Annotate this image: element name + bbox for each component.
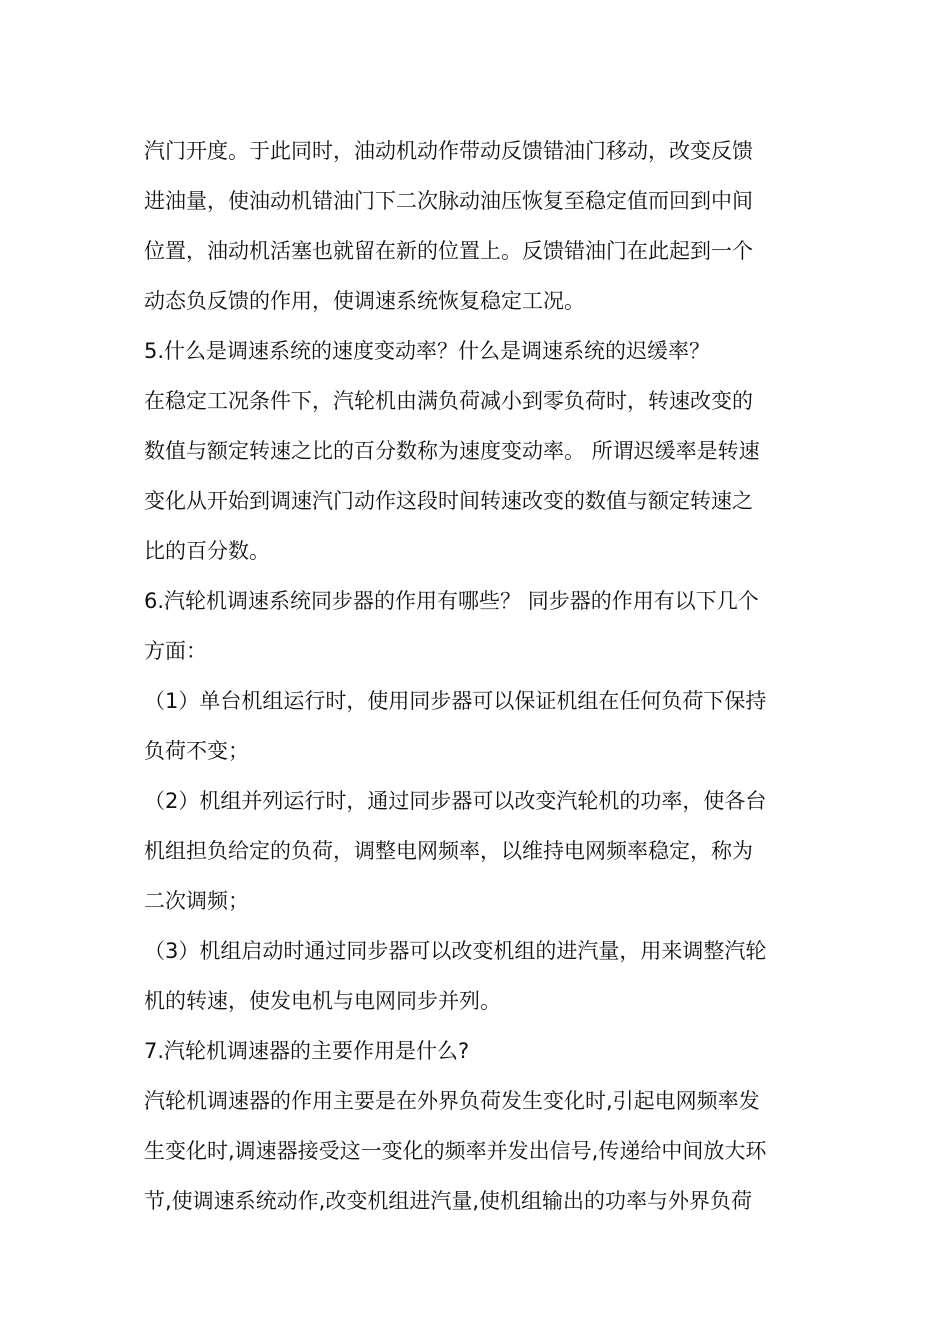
list-item-line: 负荷不变；: [144, 739, 249, 763]
paragraph-line: 节,使调速系统动作,改变机组进汽量,使机组输出的功率与外界负荷: [144, 1189, 753, 1213]
list-item-line: 二次调频；: [144, 889, 249, 913]
paragraph-line: 方面：: [144, 639, 207, 663]
paragraph-line: 在稳定工况条件下，汽轮机由满负荷减小到零负荷时，转速改变的: [144, 389, 753, 413]
paragraph-line: 汽门开度。于此同时，油动机动作带动反馈错油门移动，改变反馈: [144, 139, 753, 163]
list-item-line: 机的转速，使发电机与电网同步并列。: [144, 989, 501, 1013]
question-heading: 7.汽轮机调速器的主要作用是什么?: [144, 1039, 470, 1063]
paragraph-line: 动态负反馈的作用，使调速系统恢复稳定工况。: [144, 289, 585, 313]
paragraph-line: 生变化时,调速器接受这一变化的频率并发出信号,传递给中间放大环: [144, 1139, 767, 1163]
paragraph-line: 位置，油动机活塞也就留在新的位置上。反馈错油门在此起到一个: [144, 239, 753, 263]
paragraph-line: 比的百分数。: [144, 539, 270, 563]
paragraph-line: 进油量，使油动机错油门下二次脉动油压恢复至稳定值而回到中间: [144, 189, 753, 213]
paragraph-line: 汽轮机调速器的作用主要是在外界负荷发生变化时,引起电网频率发: [144, 1089, 760, 1113]
document-body: [144, 126, 808, 1226]
list-item-line: （3）机组启动时通过同步器可以改变机组的进汽量，用来调整汽轮: [144, 939, 767, 963]
list-item-line: （2）机组并列运行时，通过同步器可以改变汽轮机的功率，使各台: [144, 789, 767, 813]
list-item-line: （1）单台机组运行时，使用同步器可以保证机组在任何负荷下保持: [144, 689, 767, 713]
question-heading: 5.什么是调速系统的速度变动率？什么是调速系统的迟缓率？: [144, 339, 711, 363]
list-item-line: 机组担负给定的负荷，调整电网频率，以维持电网频率稳定，称为: [144, 839, 753, 863]
paragraph-line: 数值与额定转速之比的百分数称为速度变动率。 所谓迟缓率是转速: [144, 439, 760, 463]
paragraph-line: 变化从开始到调速汽门动作这段时间转速改变的数值与额定转速之: [144, 489, 753, 513]
question-heading: 6.汽轮机调速系统同步器的作用有哪些？ 同步器的作用有以下几个: [144, 589, 759, 613]
